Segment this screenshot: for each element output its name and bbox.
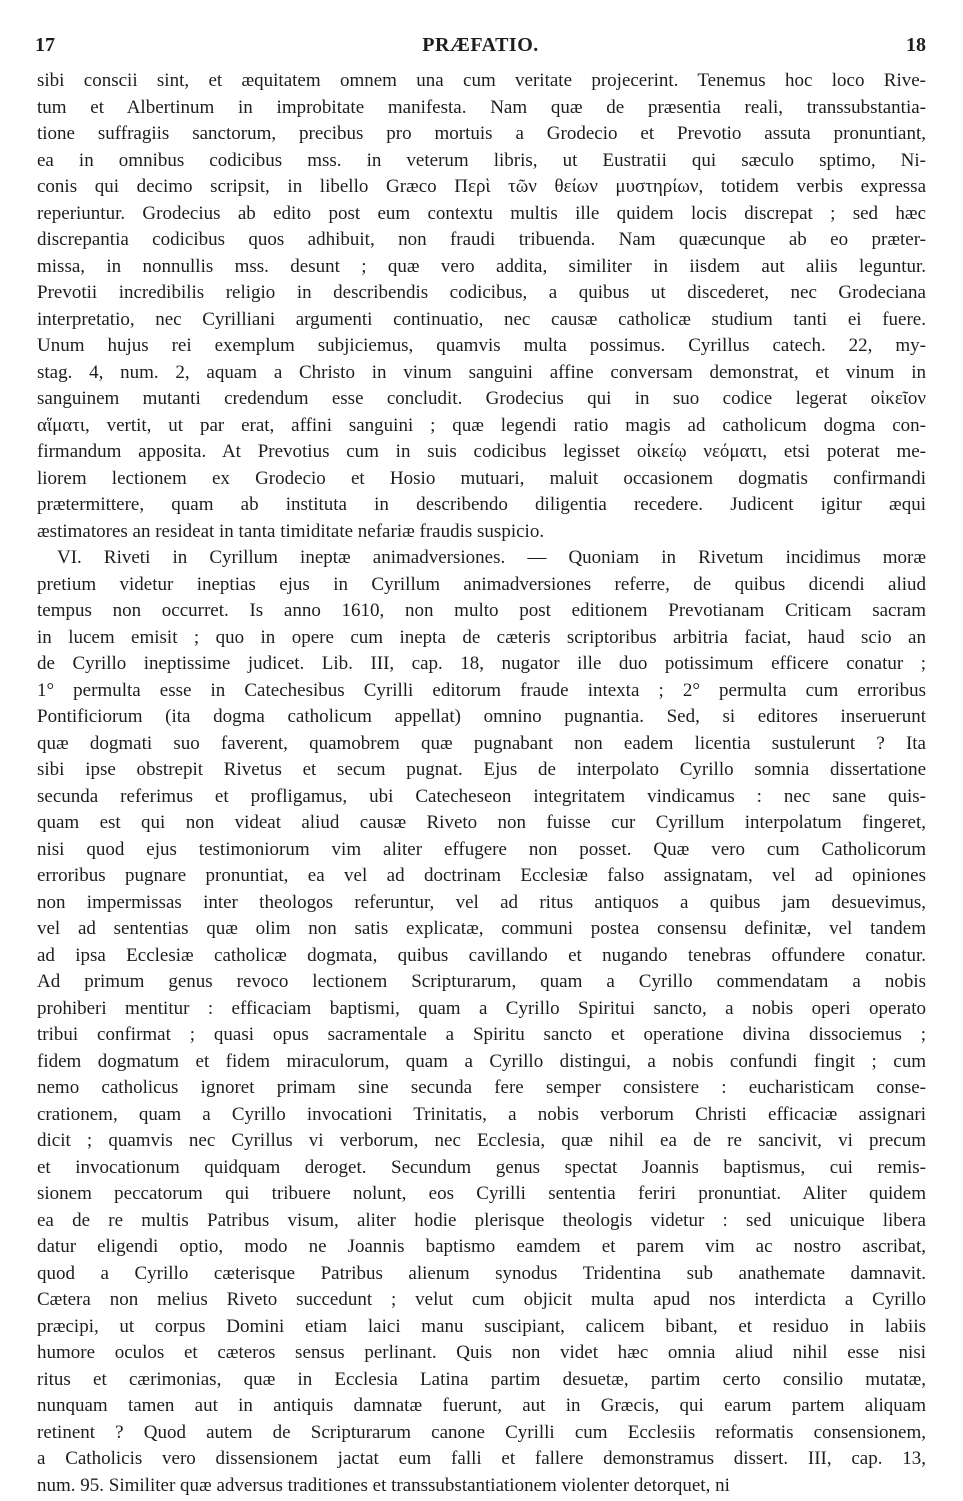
text-line: prohiberi mentitur : efficaciam baptismi, quam a Cyrillo Spiritui sancto, a nobis operi operato bbox=[37, 997, 926, 1019]
text-line: reperiuntur. Grodecius ab edito post eum contextu multis ille quidem locis discrepat ; sed hæc bbox=[37, 202, 926, 224]
text-line: quæ dogmati suo faverent, quamobrem quæ pugnabant non eadem licentia sustulerunt ? Ita bbox=[37, 732, 926, 754]
text-line: vel ad sententias quæ olim non satis explicatæ, communi postea consensu definitæ, vel tandem bbox=[37, 918, 926, 939]
text-line: nisi quod ejus testimoniorum vim aliter effugere non posset. Quæ vero cum Catholicorum bbox=[37, 838, 926, 860]
text-line: liorem lectionem ex Grodecio et Hosio mutuari, maluit occasionem dogmatis confirmandi bbox=[37, 467, 926, 489]
right-page-number: 18 bbox=[906, 34, 926, 56]
text-line: datur eligendi optio, modo ne Joannis baptismo eamdem et parem vim ac nostro ascribat, bbox=[37, 1236, 926, 1257]
text-line: ad ipsa Ecclesiæ catholicæ dogmata, quibus cavillando et nugando tenebras offundere conatur. bbox=[37, 944, 926, 966]
text-line: stag. 4, num. 2, aquam a Christo in vinum sanguini affine conversam demonstrat, et vinum in bbox=[37, 361, 926, 383]
running-title: PRÆFATIO. bbox=[422, 34, 539, 56]
page-header bbox=[35, 34, 926, 60]
text-line: sionem peccatorum qui tribuere nolunt, eos Cyrilli sententia feriri pronuntiat. Aliter quidem bbox=[37, 1183, 926, 1204]
text-line: missa, in nonnullis mss. desunt ; quæ vero addita, similiter in iisdem aut aliis leguntur. bbox=[37, 255, 926, 277]
text-line: erroribus pugnare pronuntiat, ea vel ad doctrinam Ecclesiæ falso assignatam, vel ad opiniones bbox=[37, 865, 926, 886]
text-line: sibi ipse obstrepit Rivetus et secum pugnat. Ejus de interpolato Cyrillo somnia dissertatione bbox=[37, 759, 926, 780]
text-line: de Cyrillo ineptissime judicet. Lib. III, cap. 18, nugator ille duo potissimum efficere conatur ; bbox=[37, 653, 926, 674]
text-line: num. 95. Similiter quæ adversus traditiones et transsubstantiationem violenter detorquet, ni bbox=[37, 1474, 730, 1496]
text-line: prætermittere, quam ab instituta in describendo diligentia recedere. Judicent igitur æqui bbox=[37, 494, 926, 515]
text-line: conis qui decimo scripsit, in libello Græco Περὶ τῶν θείων μυστηρίων, totidem verbis expressa bbox=[37, 176, 926, 197]
text-line: interpretatio, nec Cyrilliani argumenti continuatio, nec causæ catholicæ studium tanti ei fuere. bbox=[37, 308, 926, 330]
text-line: quam est qui non videat aliud causæ Riveto non fuisse cur Cyrillum interpolatum fingeret, bbox=[37, 812, 926, 833]
text-line: sibi conscii sint, et æquitatem omnem una cum veritate projecerint. Tenemus hoc loco Rive- bbox=[37, 70, 926, 91]
text-line: tione suffragiis sanctorum, precibus pro mortuis a Grodecio et Prevotio assuta pronuntiant, bbox=[37, 123, 926, 144]
text-line: et invocationum quidquam deroget. Secundum genus spectat Joannis baptismus, cui remis- bbox=[37, 1156, 926, 1178]
text-line: ritus et cærimonias, quæ in Ecclesia Latina partim desuetæ, partim certo consilio mutatæ, bbox=[37, 1368, 926, 1390]
text-line: a Catholicis vero dissensionem jactat eum falli et fallere demonstramus dissert. III, cap. 13, bbox=[37, 1448, 926, 1469]
text-line: Unum hujus rei exemplum subjiciemus, quamvis multa possimus. Cyrillus catech. 22, my- bbox=[37, 335, 926, 356]
text-line: discrepantia codicibus quos adhibuit, non fraudi tribuenda. Nam quæcunque ab eo præter- bbox=[37, 229, 926, 250]
text-line: præcipi, ut corpus Domini etiam laici manu suscipiant, calicem bibant, et residuo in labiis bbox=[37, 1315, 926, 1337]
left-page-number: 17 bbox=[35, 34, 55, 56]
text-line: Pontificiorum (ita dogma catholicum appellat) omnino pugnantia. Sed, si editores inseruerunt bbox=[37, 706, 926, 727]
text-line: dicit ; quamvis nec Cyrillus vi verborum, nec Ecclesia, quæ nihil ea de re sancivit, vi precum bbox=[37, 1130, 926, 1151]
text-line: tum et Albertinum in improbitate manifesta. Nam quæ de præsentia reali, transsubstantia- bbox=[37, 96, 926, 118]
text-line: tribui confirmat ; quasi opus sacramentale a Spiritu sancto et operatione divina dissociemus ; bbox=[37, 1024, 926, 1045]
text-line: in lucem emisit ; quo in opere cum inepta de cæteris scriptoribus arbitria faciat, haud scio an bbox=[37, 626, 926, 648]
text-line: pretium videtur ineptias ejus in Cyrillum animadversiones referre, de quibus dicendi aliud bbox=[37, 573, 926, 595]
text-line: humore oculos et cæteros sensus perlinant. Quis non videt hæc omnia aliud nihil esse nisi bbox=[37, 1342, 926, 1363]
text-line: tempus non occurret. Is anno 1610, non multo post editionem Prevotianam Criticam sacram bbox=[37, 600, 926, 621]
text-line: retinent ? Quod autem de Scripturarum canone Cyrilli cum Ecclesiis reformatis consensionem, bbox=[37, 1421, 926, 1443]
text-line: quod a Cyrillo cæterisque Patribus alienum synodus Tridentina sub anathemate damnavit. bbox=[37, 1262, 926, 1284]
text-line: αἵματι, vertit, ut par erat, affini sanguini ; quæ legendi ratio magis ad catholicum dogma con- bbox=[37, 414, 926, 436]
text-line: 1° permulta esse in Catechesibus Cyrilli editorum fraude intexta ; 2° permulta cum erroribus bbox=[37, 679, 926, 701]
text-line: VI. Riveti in Cyrillum ineptæ animadversiones. — Quoniam in Rivetum incidimus moræ bbox=[57, 547, 926, 568]
text-line: Cætera non melius Riveto succedunt ; velut cum objicit multa apud nos interdicta a Cyrillo bbox=[37, 1289, 926, 1310]
text-line: nemo catholicus ignoret primam sine secunda fere semper consistere : eucharisticam conse- bbox=[37, 1077, 926, 1098]
text-line: Prevotii incredibilis religio in describendis codicibus, a quibus ut discederet, nec Grodeciana bbox=[37, 282, 926, 303]
text-line: sanguinem mutanti credendum esse concludit. Grodecius qui in suo codice legerat οἰκεῖον bbox=[37, 388, 926, 409]
text-line: ea in omnibus codicibus mss. in veterum libris, ut Eustratii qui sæculo sptimo, Ni- bbox=[37, 149, 926, 171]
text-line: nunquam tamen aut in antiquis damnatæ fuerunt, aut in Græcis, qui earum partem aliquam bbox=[37, 1395, 926, 1416]
text-line: non impermissas inter theologos referuntur, vel ad ritus antiquos a quibus jam desuevimus, bbox=[37, 891, 926, 913]
text-line: æstimatores an resideat in tanta timiditate nefariæ fraudis suspicio. bbox=[37, 520, 545, 542]
text-line: crationem, quam a Cyrillo invocationi Trinitatis, a nobis verborum Christi efficaciæ assignari bbox=[37, 1103, 926, 1125]
text-line: ea de re multis Patribus visum, aliter hodie plerisque theologis videtur : sed unicuique libera bbox=[37, 1209, 926, 1231]
text-line: fidem dogmatum et fidem miraculorum, quam a Cyrillo distingui, a nobis confundi fingit ; cum bbox=[37, 1050, 926, 1072]
text-line: Ad primum genus revoco lectionem Scripturarum, quam a Cyrillo commendatam a nobis bbox=[37, 971, 926, 992]
text-line: secunda referimus et profligamus, ubi Catecheseon integritatem vindicamus : nec sane quis- bbox=[37, 785, 926, 807]
text-line: firmandum apposita. At Prevotius cum in suis codicibus legisset οἰκείῳ νεόματι, etsi poterat me- bbox=[37, 441, 926, 462]
body-text bbox=[37, 68, 926, 1499]
